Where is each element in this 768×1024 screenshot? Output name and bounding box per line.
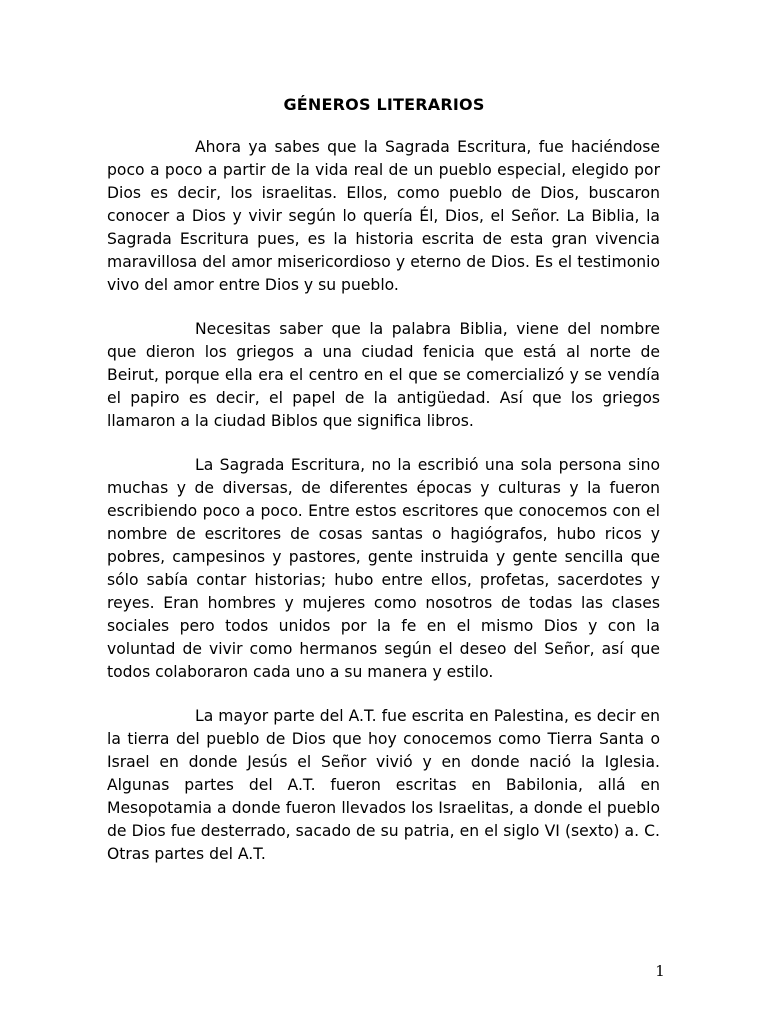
- paragraph-4: La mayor parte del A.T. fue escrita en Palestina, es decir en la tierra del pueblo de Dios que hoy conocemos como Tierra Santa o Israel en donde Jesús el Señor vivió y en donde nació la Iglesia. Algunas partes del A.T. fueron escritas en Babilonia, allá en Mesopotamia a donde fueron llevados los Israelitas, a donde el pueblo de Dios fue desterrado, sacado de su patria, en el siglo VI (sexto) a. C. Otras partes del A.T.: [107, 707, 660, 863]
- document-body: [107, 136, 660, 887]
- paragraph-3: La Sagrada Escritura, no la escribió una sola persona sino muchas y de diversas, de diferentes épocas y culturas y la fueron escribiendo poco a poco. Entre estos escritores que conocemos con el nombre de escritores de cosas santas o hagiógrafos, hubo ricos y pobres, campesinos y pastores, gente instruida y gente sencilla que sólo sabía contar historias; hubo entre ellos, profetas, sacerdotes y reyes. Eran hombres y mujeres como nosotros de todas las clases sociales pero todos unidos por la fe en el mismo Dios y con la voluntad de vivir como hermanos según el deseo del Señor, así que todos colaboraron cada uno a su manera y estilo.: [107, 456, 660, 681]
- paragraph-2: Necesitas saber que la palabra Biblia, viene del nombre que dieron los griegos a una ciudad fenicia que está al norte de Beirut, porque ella era el centro en el que se comercializó y se vendía el papiro es decir, el papel de la antigüedad. Así que los griegos llamaron a la ciudad Biblos que significa libros.: [107, 320, 660, 430]
- page-number: 1: [655, 962, 665, 980]
- document-title: GÉNEROS LITERARIOS: [283, 95, 485, 114]
- paragraph-1: Ahora ya sabes que la Sagrada Escritura, fue haciéndose poco a poco a partir de la vida real de un pueblo especial, elegido por Dios es decir, los israelitas. Ellos, como pueblo de Dios, buscaron conocer a Dios y vivir según lo quería Él, Dios, el Señor. La Biblia, la Sagrada Escritura pues, es la historia escrita de esta gran vivencia maravillosa del amor misericordioso y eterno de Dios. Es el testimonio vivo del amor entre Dios y su pueblo.: [107, 138, 660, 294]
